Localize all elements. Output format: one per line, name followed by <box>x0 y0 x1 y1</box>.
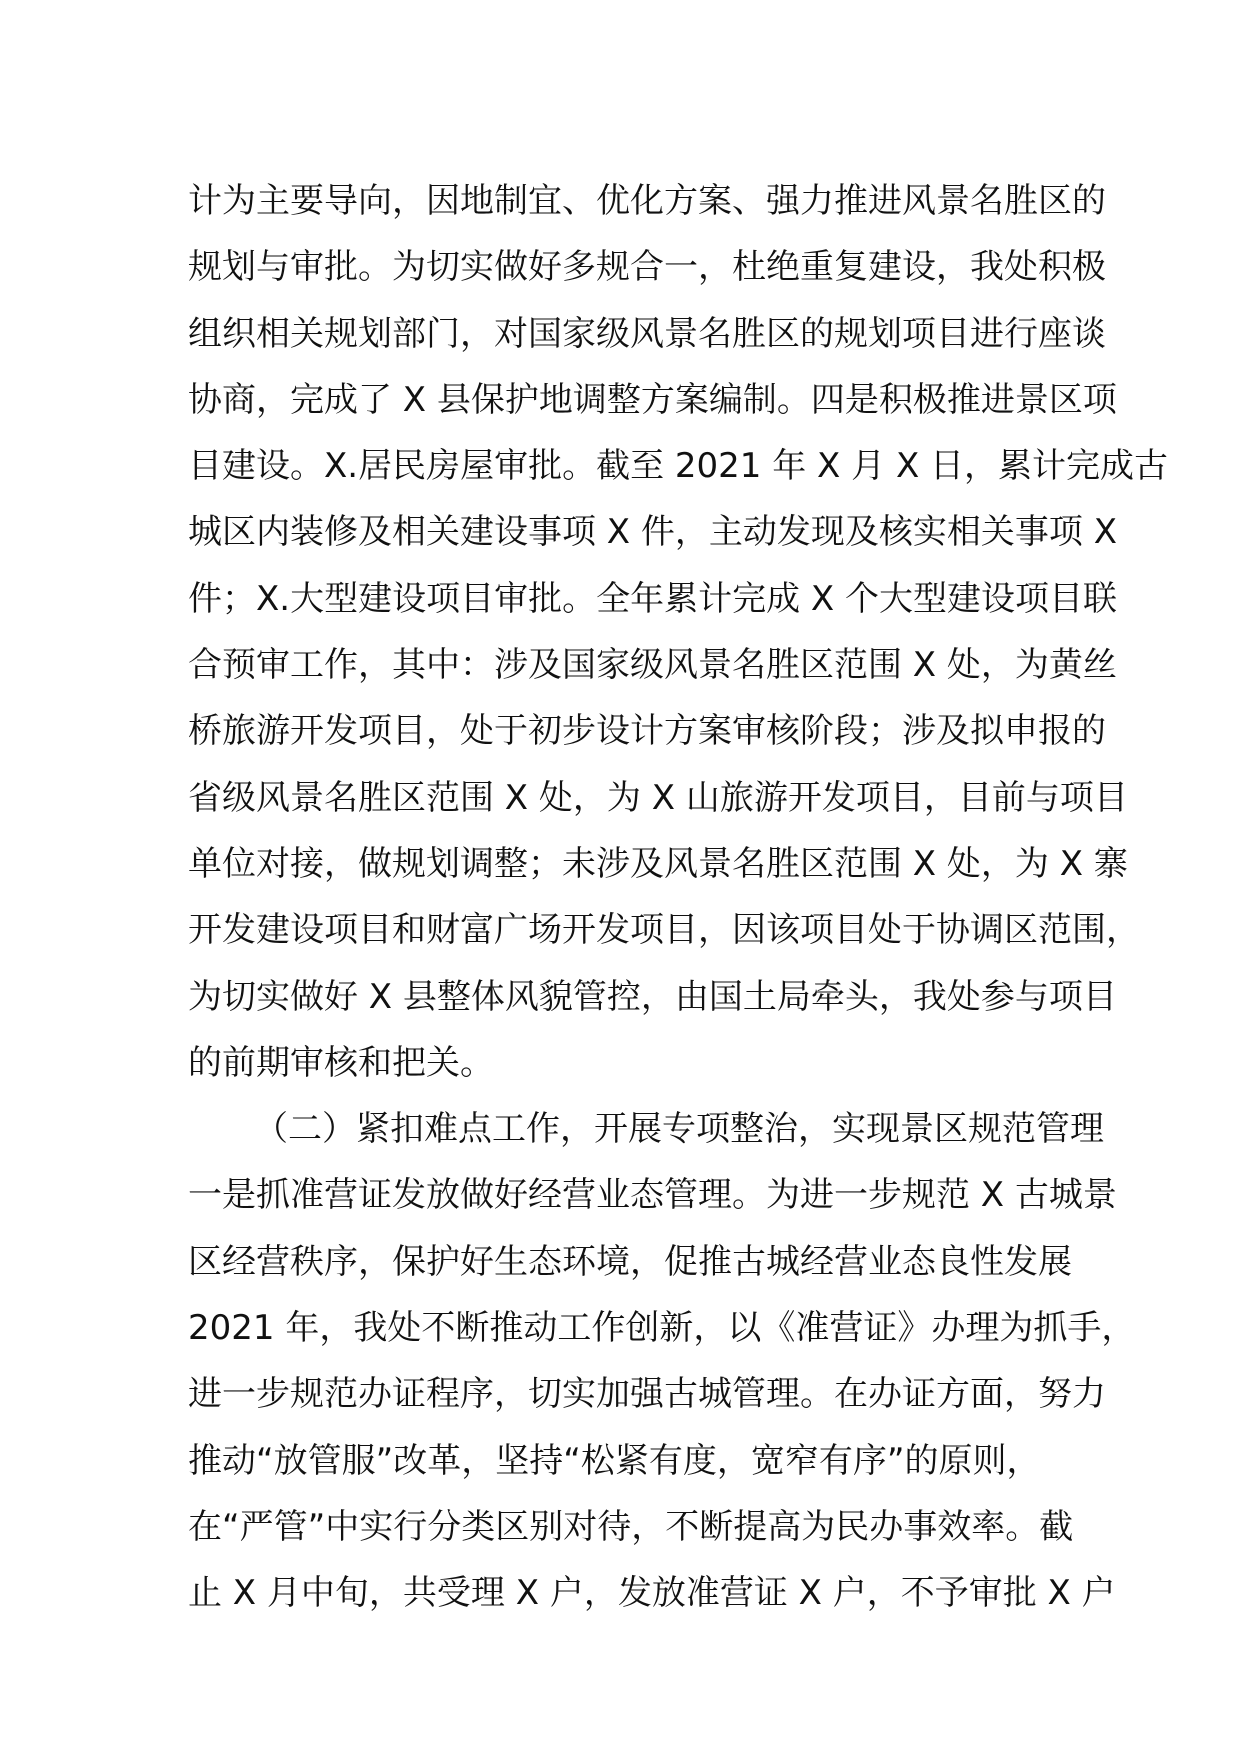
text-line: 的前期审核和把关。 <box>188 1042 494 1083</box>
text-line: 2021 年，我处不断推动工作创新，以《准营证》办理为抓手， <box>188 1308 1136 1349</box>
text-line: 开发建设项目和财富广场开发项目，因该项目处于协调区范围， <box>188 910 1140 951</box>
text-line: 省级风景名胜区范围 X 处，为 X 山旅游开发项目，目前与项目 <box>188 777 1128 818</box>
text-line: 一是抓准营证发放做好经营业态管理。为进一步规范 X 古城景 <box>188 1175 1117 1216</box>
text-line: 推动“放管服”改革，坚持“松紧有度，宽窄有序”的原则， <box>188 1440 1041 1481</box>
text-line: 件；X.大型建设项目审批。全年累计完成 X 个大型建设项目联 <box>188 578 1118 619</box>
text-line: 桥旅游开发项目，处于初步设计方案审核阶段；涉及拟申报的 <box>188 711 1106 752</box>
text-line: 单位对接，做规划调整；未涉及风景名胜区范围 X 处，为 X 寨 <box>188 843 1128 884</box>
text-line: 止 X 月中旬，共受理 X 户，发放准营证 X 户，不予审批 X 户 <box>188 1573 1116 1614</box>
text-line: 城区内装修及相关建设事项 X 件，主动发现及核实相关事项 X <box>188 512 1118 553</box>
text-line: 在“严管”中实行分类区别对待，不断提高为民办事效率。截 <box>188 1506 1074 1547</box>
text-line: 进一步规范办证程序，切实加强古城管理。在办证方面，努力 <box>188 1374 1106 1415</box>
text-line: 组织相关规划部门，对国家级风景名胜区的规划项目进行座谈 <box>188 313 1106 354</box>
text-line: 规划与审批。为切实做好多规合一，杜绝重复建设，我处积极 <box>188 247 1106 288</box>
text-line: 目建设。X.居民房屋审批。截至 2021 年 X 月 X 日，累计完成古 <box>188 446 1169 487</box>
text-line: 为切实做好 X 县整体风貌管控，由国土局牵头，我处参与项目 <box>188 976 1117 1017</box>
text-line: 区经营秩序，保护好生态环境，促推古城经营业态良性发展 <box>188 1241 1072 1282</box>
text-line: 合预审工作，其中：涉及国家级风景名胜区范围 X 处，为黄丝 <box>188 645 1117 686</box>
body-text <box>188 168 1169 1627</box>
section-heading: （二）紧扣难点工作，开展专项整治，实现景区规范管理 <box>254 1109 1104 1150</box>
text-line: 计为主要导向，因地制宜、优化方案、强力推进风景名胜区的 <box>188 181 1106 221</box>
text-line: 协商，完成了 X 县保护地调整方案编制。四是积极推进景区项 <box>188 379 1117 420</box>
